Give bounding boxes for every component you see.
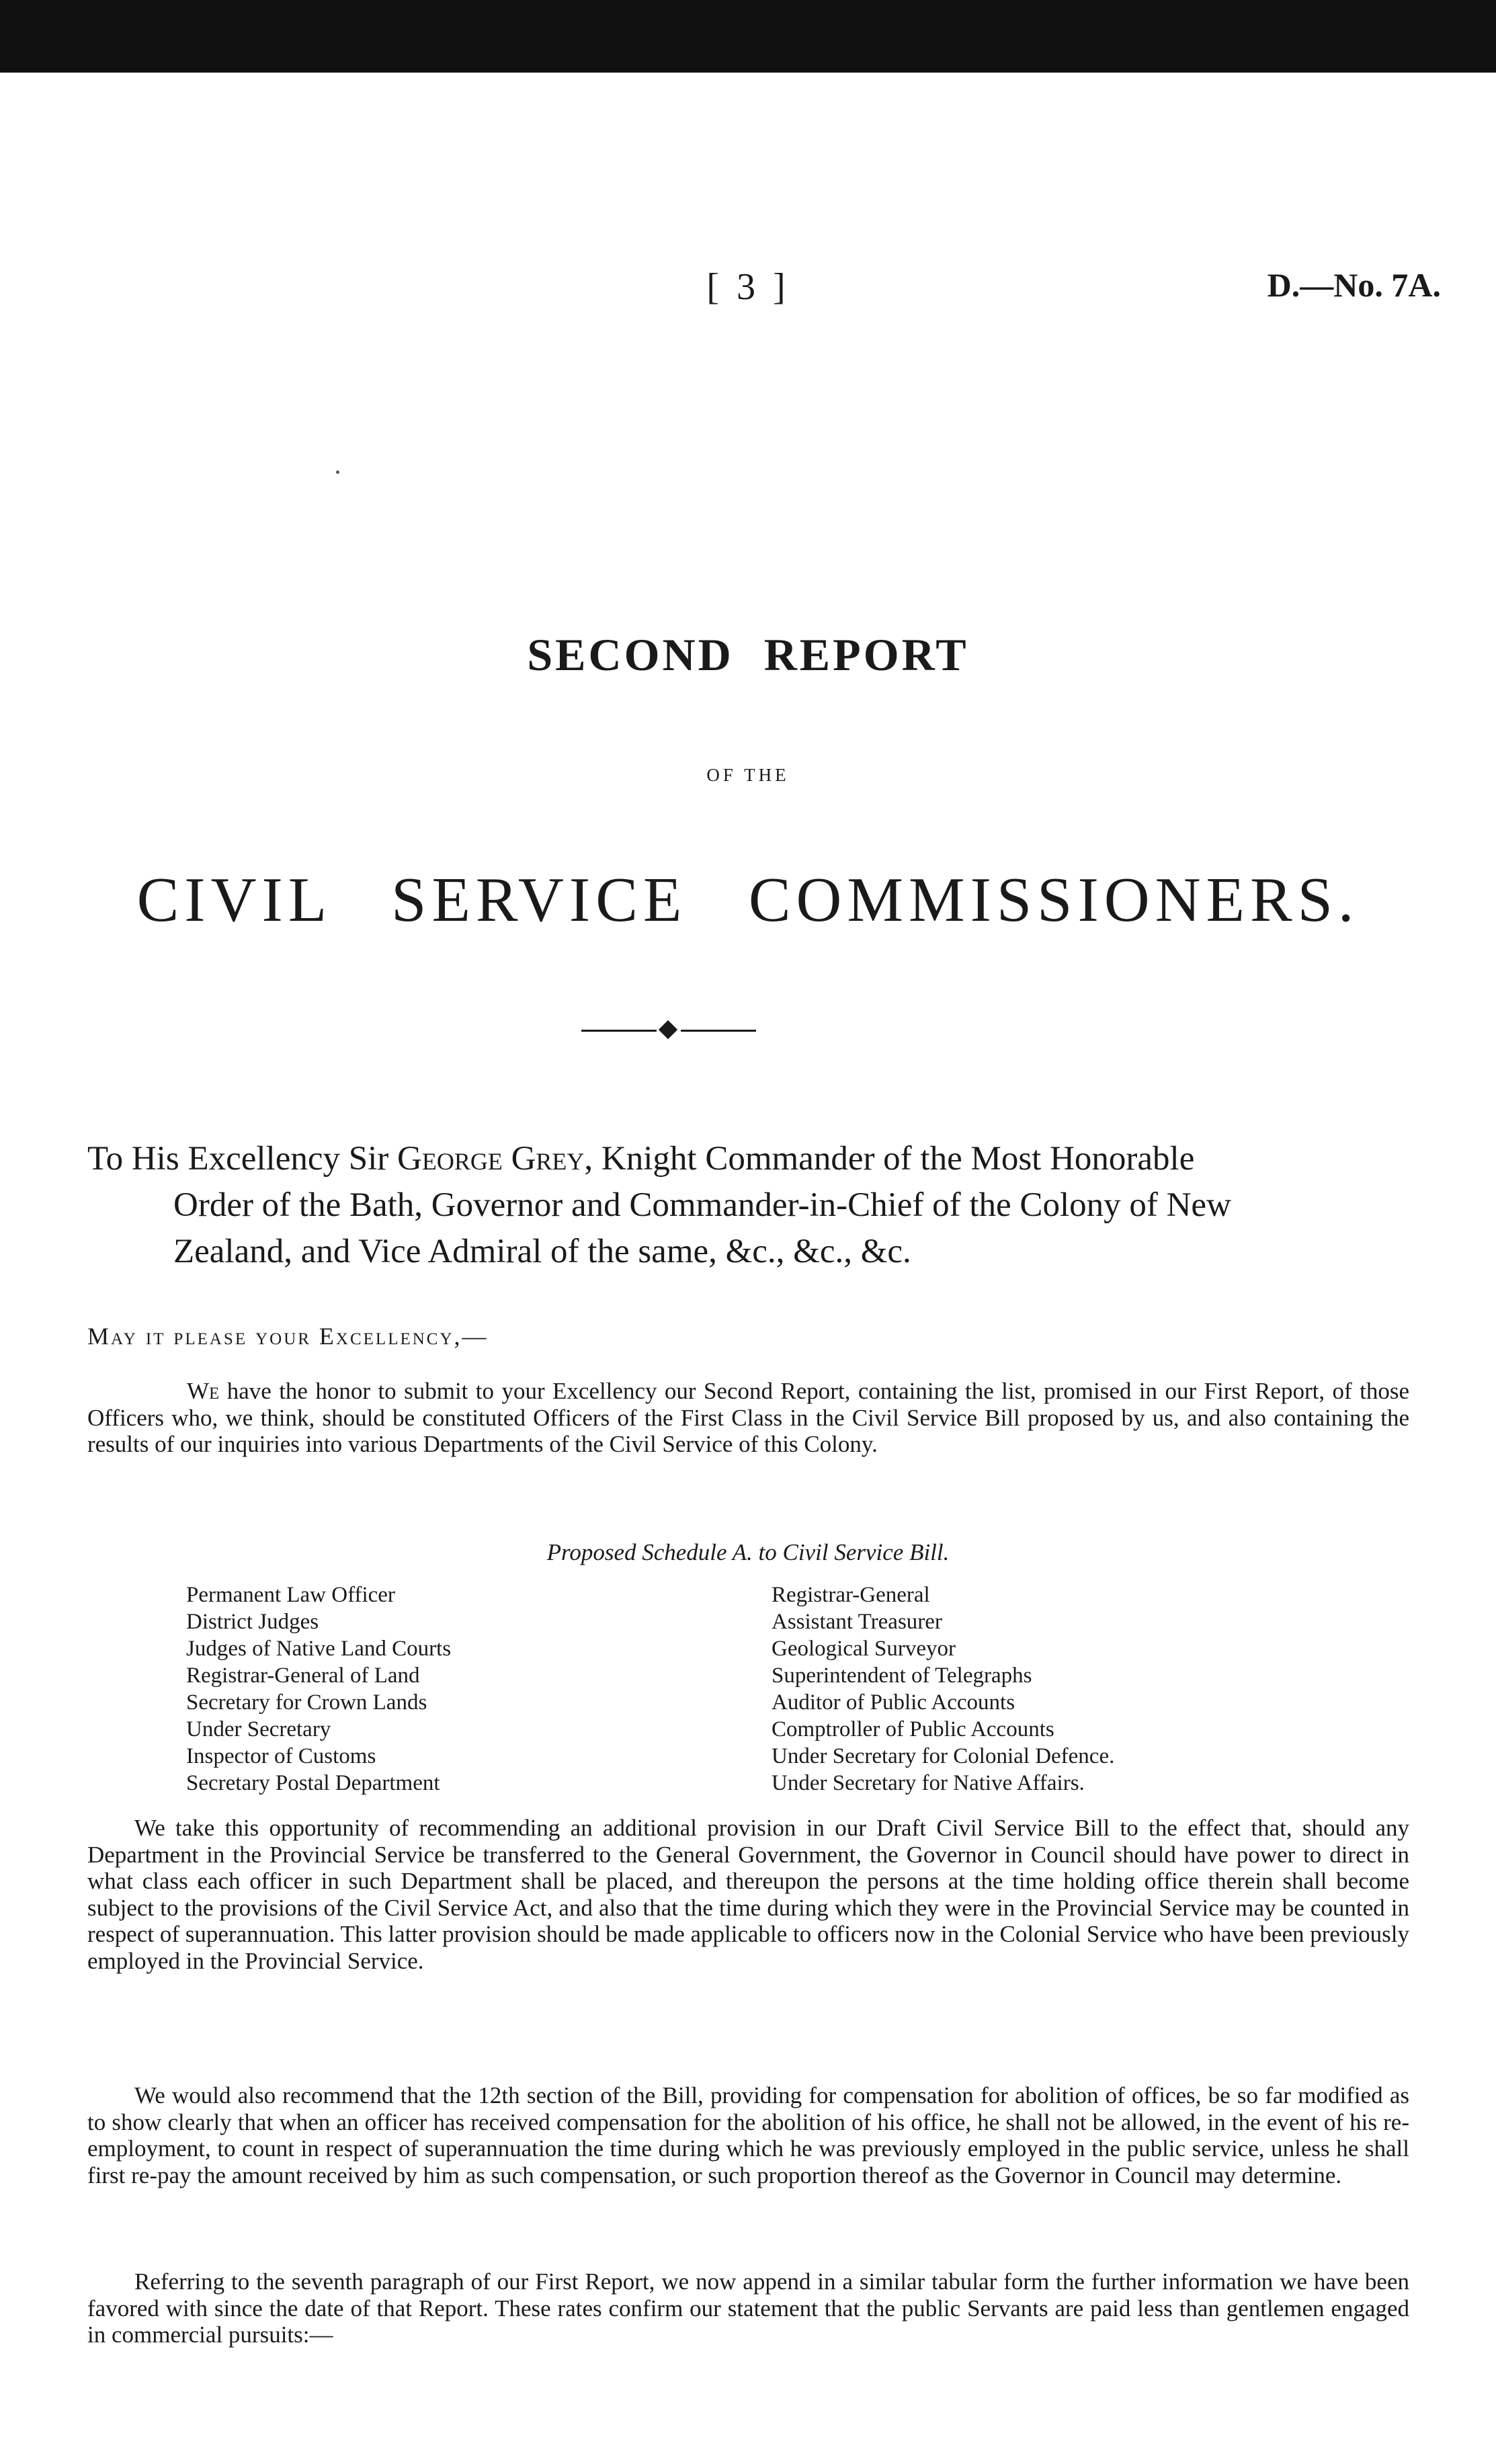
schedule-right-column bbox=[772, 1582, 1114, 1797]
schedule-item: Under Secretary for Colonial Defence. bbox=[772, 1744, 1115, 1768]
ornament-divider bbox=[581, 1020, 756, 1040]
schedule-item: Registrar-General bbox=[772, 1583, 930, 1607]
address-prefix: To His Excellency Sir bbox=[87, 1140, 397, 1178]
schedule-item: Registrar-General of Land bbox=[186, 1664, 420, 1688]
schedule-item: Geological Surveyor bbox=[772, 1637, 956, 1661]
schedule-item: Auditor of Public Accounts bbox=[772, 1690, 1015, 1715]
schedule-item: Assistant Treasurer bbox=[772, 1610, 942, 1634]
paragraph-4-text: Referring to the seventh paragraph of our First Report, we now append in a similar tabular form the further information we have been favored with since the date of that Report. These rates confirm our statement that the public Servants are paid less than gentlemen engaged in commercial pursuits:— bbox=[87, 2268, 1409, 2348]
paragraph-1-lead: We bbox=[187, 1378, 220, 1404]
schedule-item: Inspector of Customs bbox=[186, 1744, 376, 1768]
scan-top-border bbox=[0, 0, 1496, 73]
schedule-item: Judges of Native Land Courts bbox=[186, 1637, 452, 1661]
address-rest: , Knight Commander of the Most Honorable Order of the Bath, Governor and Commander-in-Chief of the Colony of New Zealand, and Vice Admiral of the same, &c., &c., &c. bbox=[173, 1140, 1231, 1270]
paragraph-1 bbox=[87, 1378, 1409, 1458]
schedule-left-column bbox=[186, 1582, 451, 1797]
paragraph-4 bbox=[87, 2268, 1409, 2348]
ornament-diamond bbox=[659, 1020, 677, 1039]
address-paragraph bbox=[87, 1136, 1270, 1275]
page-number: [ 3 ] bbox=[706, 266, 790, 308]
ornament-line-left bbox=[581, 1030, 657, 1032]
speck bbox=[336, 470, 339, 474]
title-second-report: SECOND REPORT bbox=[527, 629, 969, 680]
paragraph-2-text: We take this opportunity of recommending an additional provision in our Draft Civil Service Bill to the effect that, should any Department in the Provincial Service be transferred to the General Government, the Governor in Council should have power to direct in what class each officer in such Department shall be placed, and thereupon the persons at the time holding office therein shall become subject to the provisions of the Civil Service Act, and also that the time during which they were in the Provincial Service may be counted in respect of superannuation. This latter provision should be made applicable to officers now in the Colonial Service who have been previously employed in the Provincial Service. bbox=[87, 1815, 1409, 1974]
schedule-item: Comptroller of Public Accounts bbox=[772, 1717, 1054, 1741]
address-block bbox=[87, 1136, 1270, 1275]
title-commissioners: CIVIL SERVICE COMMISSIONERS. bbox=[136, 865, 1360, 935]
schedule-title: Proposed Schedule A. to Civil Service Bill. bbox=[546, 1539, 950, 1565]
paragraph-1-text bbox=[87, 1378, 1409, 1458]
salutation: May it please your Excellency,— bbox=[87, 1323, 489, 1350]
schedule-item: Secretary for Crown Lands bbox=[186, 1690, 427, 1715]
schedule-item: Permanent Law Officer bbox=[186, 1583, 395, 1607]
paragraph-2 bbox=[87, 1815, 1409, 1974]
schedule-item: Under Secretary for Native Affairs. bbox=[772, 1771, 1085, 1795]
paragraph-3-text: We would also recommend that the 12th section of the Bill, providing for compensation for abolition of offices, be so far modified as to show clearly that when an officer has received compensation for the abolition of his office, he shall not be allowed, in the event of his re-employment, to count in respect of superannuation the time during which he was previously employed in the public service, unless he shall first re-pay the amount received by him as such compensation, or such proportion thereof as the Governor in Council may determine. bbox=[87, 2082, 1409, 2188]
schedule-item: Secretary Postal Department bbox=[186, 1771, 440, 1795]
schedule-item: District Judges bbox=[186, 1610, 319, 1634]
document-reference: D.—No. 7A. bbox=[1267, 266, 1441, 304]
schedule-item: Superintendent of Telegraphs bbox=[772, 1664, 1032, 1688]
paragraph-3 bbox=[87, 2082, 1409, 2188]
paragraph-1-body: have the honor to submit to your Excellency our Second Report, containing the list, promised in our First Report, of those Officers who, we think, should be constituted Officers of the First Class in the Civil Service Bill proposed by us, and also containing the results of our inquiries into various Departments of the Civil Service of this Colony. bbox=[87, 1378, 1409, 1457]
title-of-the: OF THE bbox=[706, 765, 790, 785]
address-name: George Grey bbox=[397, 1140, 585, 1178]
schedule-item: Under Secretary bbox=[186, 1717, 331, 1741]
ornament-line-right bbox=[681, 1030, 756, 1032]
